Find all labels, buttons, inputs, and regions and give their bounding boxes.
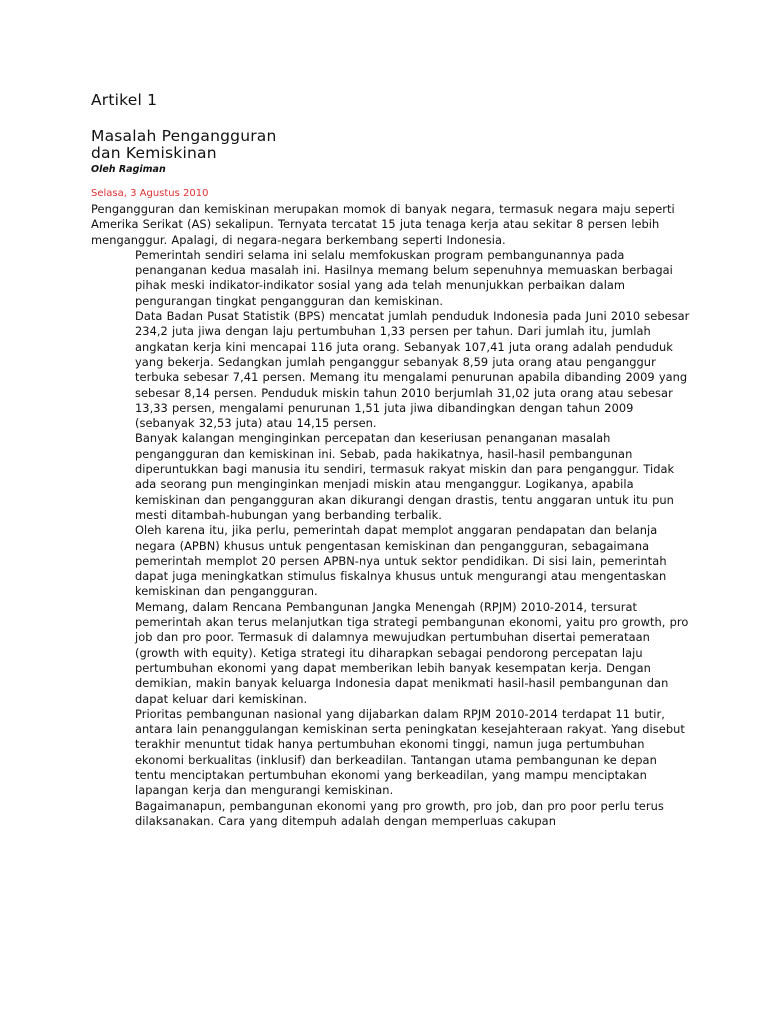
article-title-line2: dan Kemiskinan [91,144,217,162]
paragraph: Memang, dalam Rencana Pembangunan Jangka Menengah (RPJM) 2010-2014, tersurat pemerintah akan terus melanjutkan tiga strategi pembangunan ekonomi, yaitu pro growth, pro job dan pro poor. Termasuk di dalamnya mewujudkan pertumbuhan disertai pemerataan (growth with equity). Ketiga strategi itu diharapkan sebagai pendorong percepatan laju pertumbuhan ekonomi yang dapat memberikan lebih banyak kesempatan kerja. Dengan demikian, makin banyak keluarga Indonesia dapat menikmati hasil-hasil pembangunan dan dapat keluar dari kemiskinan. [135,599,689,706]
paragraph: Prioritas pembangunan nasional yang dijabarkan dalam RPJM 2010-2014 terdapat 11 butir, antara lain penanggulangan kemiskinan serta peningkatan kesejahteraan rakyat. Yang disebut terakhir menuntut tidak hanya pertumbuhan ekonomi tinggi, namun juga pertumbuhan ekonomi berkualitas (inklusif) dan berkeadilan. Tantangan utama pembangunan ke depan tentu menciptakan pertumbuhan ekonomi yang berkeadilan, yang mampu menciptakan lapangan kerja dan mengurangi kemiskinan. [135,706,685,798]
paragraph-intro: Pengangguran dan kemiskinan merupakan momok di banyak negara, termasuk negara maju seperti Amerika Serikat (AS) sekalipun. Ternyata tercatat 15 juta tenaga kerja atau sekitar 8 persen lebih menganggur. Apalagi, di negara-negara berkembang seperti Indonesia. [91,202,675,247]
paragraph: Pemerintah sendiri selama ini selalu memfokuskan program pembangunannya pada penanganan kedua masalah ini. Hasilnya memang belum sepenuhnya memuaskan berbagai pihak meski indikator-indikator sosial yang ada telah menunjukkan perbaikan dalam pengurangan tingkat pengangguran dan kemiskinan. [135,247,673,308]
paragraph: Oleh karena itu, jika perlu, pemerintah dapat memplot anggaran pendapatan dan belanja negara (APBN) khusus untuk pengentasan kemiskinan dan pengangguran, sebagaimana pemerintah memplot 20 persen APBN-nya untuk sektor pendidikan. Di sisi lain, pemerintah dapat juga meningkatkan stimulus fiskalnya khusus untuk mengurangi atau mengentaskan kemiskinan dan pengangguran. [135,523,667,599]
article-page [91,90,691,829]
paragraph: Banyak kalangan menginginkan percepatan dan keseriusan penanganan masalah pengangguran dan kemiskinan ini. Sebab, pada hakikatnya, hasil-hasil pembangunan diperuntukkan bagi manusia itu sendiri, termasuk rakyat miskin dan para penganggur. Tidak ada seorang pun menginginkan menjadi miskin atau menganggur. Logikanya, apabila kemiskinan dan pengangguran akan dikurangi dengan drastis, tentu anggaran untuk itu pun mesti ditambah-hubungan yang berbanding terbalik. [135,431,675,522]
article-byline: Oleh Ragiman [91,164,166,175]
article-date: Selasa, 3 Agustus 2010 [91,188,209,199]
article-label: Artikel 1 [91,91,158,109]
article-title-line1: Masalah Pengangguran [91,127,277,145]
paragraph: Data Badan Pusat Statistik (BPS) mencatat jumlah penduduk Indonesia pada Juni 2010 sebesar 234,2 juta jiwa dengan laju pertumbuhan 1,33 persen per tahun. Dari jumlah itu, jumlah angkatan kerja kini mencapai 116 juta orang. Sebanyak 107,41 juta orang adalah penduduk yang bekerja. Sedangkan jumlah penganggur sebanyak 8,59 juta orang atau penganggur terbuka sebesar 7,41 persen. Memang itu mengalami penurunan apabila dibanding 2009 yang sebesar 8,14 persen. Penduduk miskin tahun 2010 berjumlah 31,02 juta orang atau sebesar 13,33 persen, mengalami penurunan 1,51 juta jiwa dibandingkan dengan tahun 2009 (sebanyak 32,53 juta) atau 14,15 persen. [135,309,690,431]
paragraph: Bagaimanapun, pembangunan ekonomi yang pro growth, pro job, dan pro poor perlu terus dilaksanakan. Cara yang ditempuh adalah dengan memperluas cakupan [135,798,664,828]
article-body [91,202,691,829]
